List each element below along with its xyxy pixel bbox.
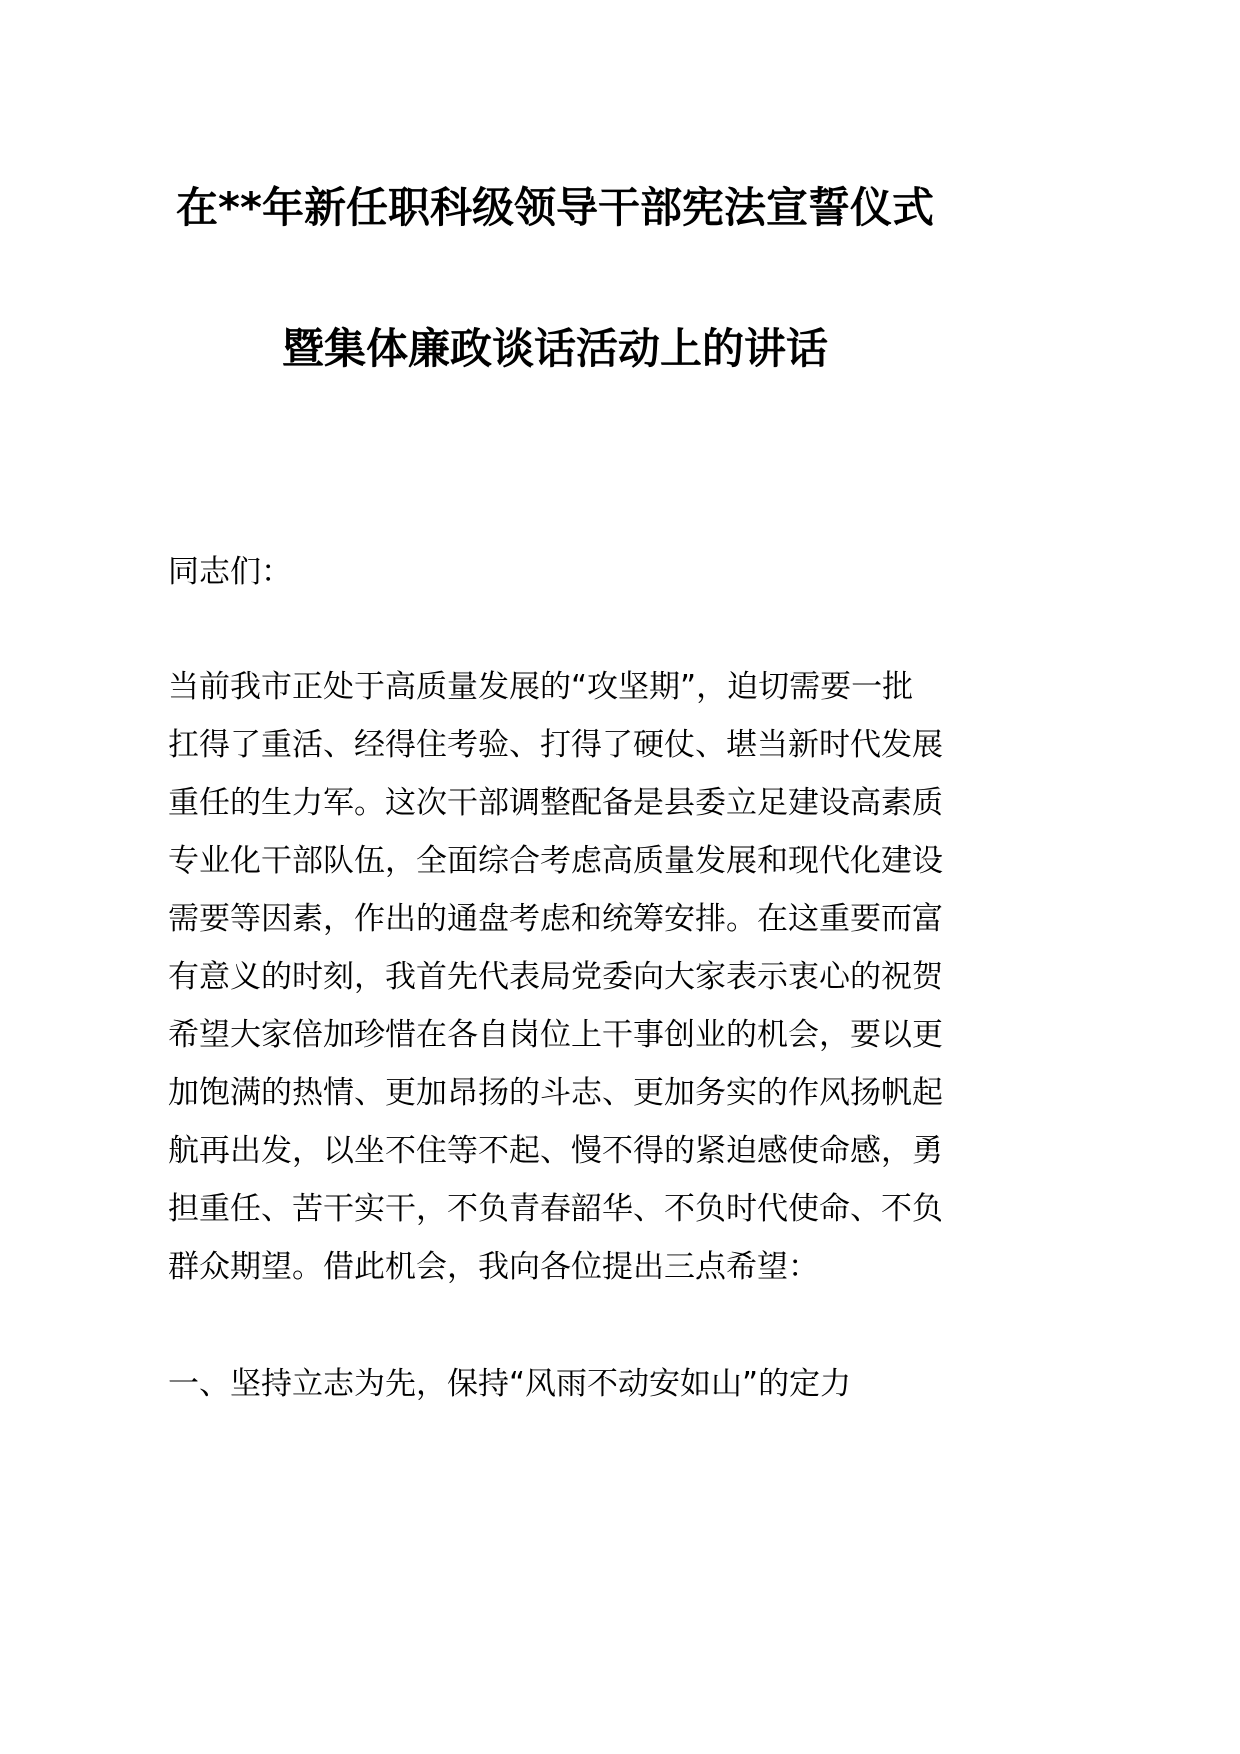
paragraph-line: 当前我市正处于高质量发展的“攻坚期”，迫切需要一批 bbox=[168, 669, 914, 705]
paragraph-line: 希望大家倍加珍惜在各自岗位上干事创业的机会，要以更 bbox=[168, 1017, 943, 1053]
document-title-line-2: 暨集体廉政谈话活动上的讲话 bbox=[281, 324, 828, 373]
paragraph-line: 需要等因素，作出的通盘考虑和统筹安排。在这重要而富 bbox=[168, 901, 943, 937]
paragraph-line: 担重任、苦干实干，不负青春韶华、不负时代使命、不负 bbox=[168, 1191, 943, 1227]
section-heading-1: 一、坚持立志为先，保持“风雨不动安如山”的定力 bbox=[168, 1366, 852, 1402]
paragraph-line: 重任的生力军。这次干部调整配备是县委立足建设高素质 bbox=[168, 785, 943, 821]
paragraph-line: 专业化干部队伍，全面综合考虑高质量发展和现代化建设 bbox=[168, 843, 943, 879]
paragraph-line: 有意义的时刻，我首先代表局党委向大家表示衷心的祝贺 bbox=[168, 959, 943, 995]
paragraph-line: 航再出发，以坐不住等不起、慢不得的紧迫感使命感，勇 bbox=[168, 1133, 943, 1169]
salutation: 同志们： bbox=[168, 554, 292, 590]
document-title-line-1: 在**年新任职科级领导干部宪法宣誓仪式 bbox=[176, 183, 934, 232]
paragraph-line: 扛得了重活、经得住考验、打得了硬仗、堪当新时代发展 bbox=[168, 727, 943, 763]
paragraph-line: 群众期望。借此机会，我向各位提出三点希望： bbox=[168, 1249, 819, 1285]
paragraph-line: 加饱满的热情、更加昂扬的斗志、更加务实的作风扬帆起 bbox=[168, 1075, 943, 1111]
